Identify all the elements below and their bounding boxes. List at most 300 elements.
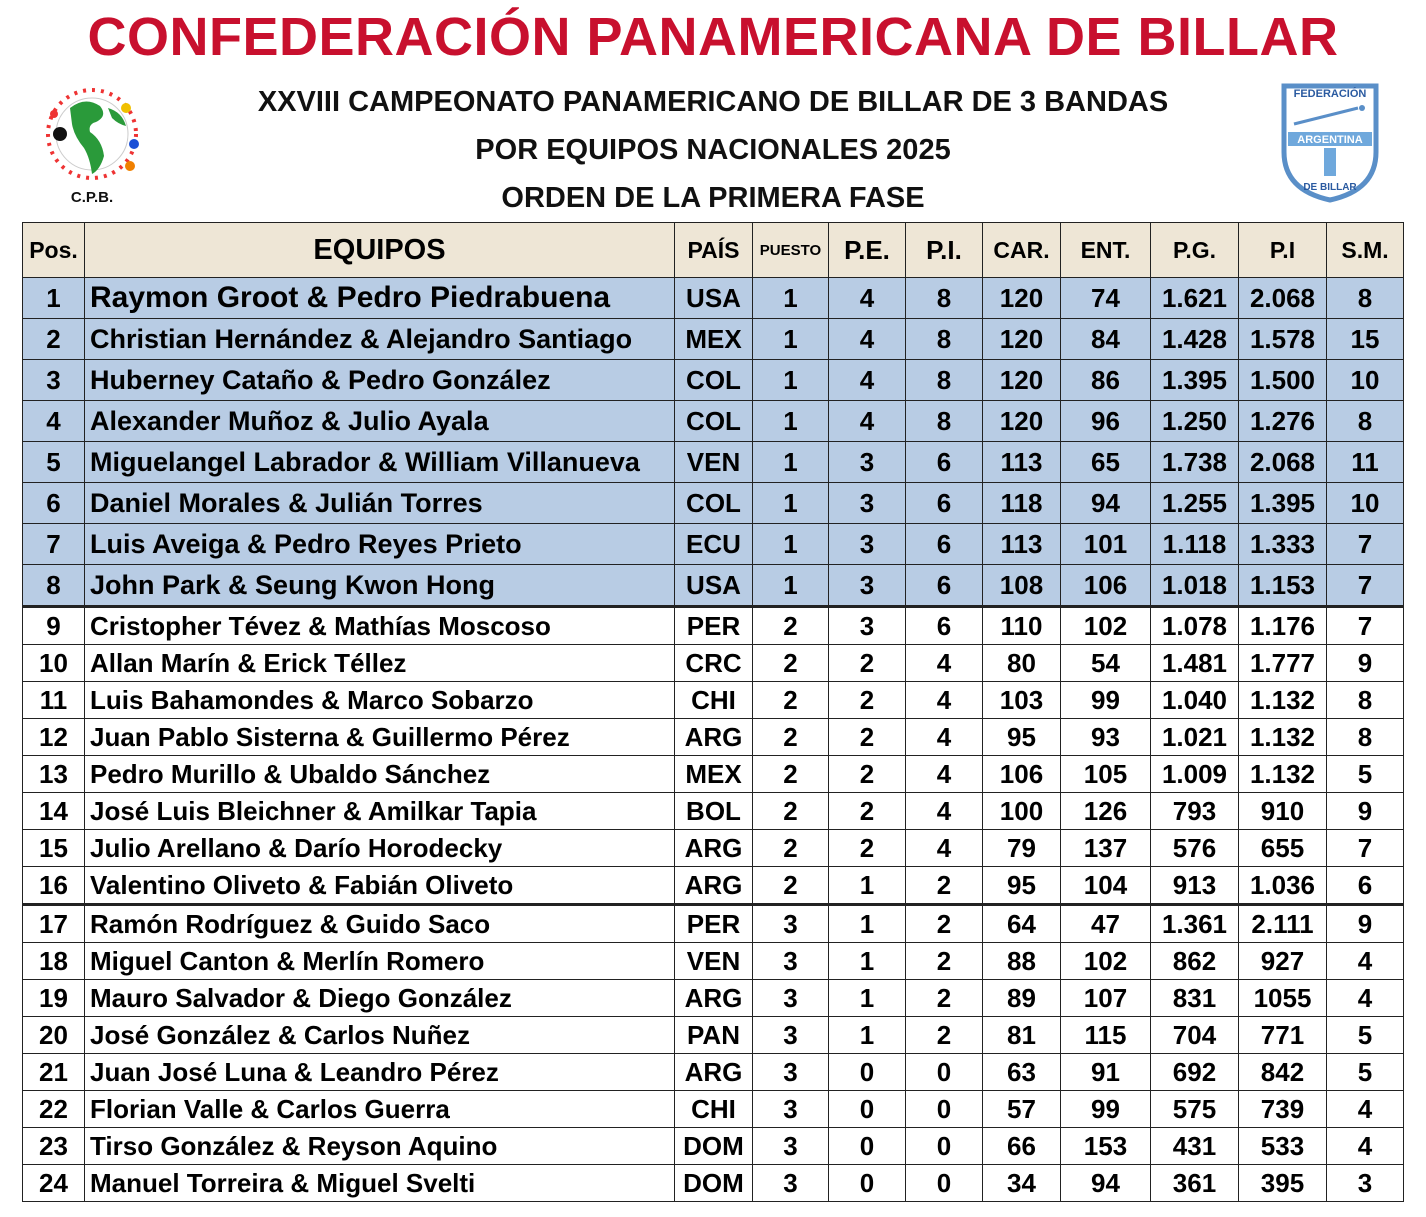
cell-pe: 2	[829, 830, 906, 867]
cell-car: 88	[983, 943, 1061, 980]
cell-country: COL	[675, 483, 753, 524]
cpb-label: C.P.B.	[70, 189, 114, 206]
cell-pi: 0	[906, 1091, 983, 1128]
cell-car: 79	[983, 830, 1061, 867]
table-row	[23, 719, 1404, 756]
cell-pos: 11	[23, 682, 85, 719]
cell-car: 95	[983, 719, 1061, 756]
col-puesto: PUESTO	[753, 223, 829, 278]
cell-sm: 8	[1327, 719, 1404, 756]
cell-pi-avg: 1.132	[1239, 719, 1327, 756]
cell-team: Juan Pablo Sisterna & Guillermo Pérez	[85, 719, 675, 756]
cell-team: Allan Marín & Erick Téllez	[85, 645, 675, 682]
cell-pi-avg: 739	[1239, 1091, 1327, 1128]
cell-pos: 24	[23, 1165, 85, 1202]
cell-car: 100	[983, 793, 1061, 830]
cell-pg: 1.021	[1151, 719, 1239, 756]
table-row	[23, 867, 1404, 905]
cell-puesto: 2	[753, 867, 829, 905]
cell-pi: 8	[906, 401, 983, 442]
cell-sm: 6	[1327, 867, 1404, 905]
cell-puesto: 2	[753, 719, 829, 756]
col-pi-avg: P.I	[1239, 223, 1327, 278]
cell-pi-avg: 1.132	[1239, 756, 1327, 793]
cell-pi: 8	[906, 360, 983, 401]
subtitle-2: POR EQUIPOS NACIONALES 2025	[475, 134, 951, 166]
cell-pi-avg: 1.132	[1239, 682, 1327, 719]
cell-pi: 2	[906, 905, 983, 943]
cell-pi: 4	[906, 756, 983, 793]
cell-team: Miguel Canton & Merlín Romero	[85, 943, 675, 980]
cell-ent: 74	[1061, 278, 1151, 319]
cell-car: 120	[983, 319, 1061, 360]
cell-pg: 831	[1151, 980, 1239, 1017]
cell-puesto: 3	[753, 1017, 829, 1054]
cell-ent: 153	[1061, 1128, 1151, 1165]
table-row	[23, 565, 1404, 607]
cell-pi: 8	[906, 278, 983, 319]
cell-pi: 2	[906, 943, 983, 980]
cell-sm: 7	[1327, 830, 1404, 867]
cell-ent: 54	[1061, 645, 1151, 682]
cell-puesto: 2	[753, 793, 829, 830]
cell-pg: 692	[1151, 1054, 1239, 1091]
cell-team: Alexander Muñoz & Julio Ayala	[85, 401, 675, 442]
cell-pe: 1	[829, 1017, 906, 1054]
cell-pe: 1	[829, 943, 906, 980]
cell-pi: 2	[906, 1017, 983, 1054]
table-row	[23, 319, 1404, 360]
cell-sm: 4	[1327, 1128, 1404, 1165]
cell-ent: 99	[1061, 1091, 1151, 1128]
cell-country: USA	[675, 565, 753, 607]
cell-pos: 8	[23, 565, 85, 607]
cell-pos: 17	[23, 905, 85, 943]
cell-team: Miguelangel Labrador & William Villanueva	[85, 442, 675, 483]
table-row	[23, 360, 1404, 401]
cell-pos: 23	[23, 1128, 85, 1165]
cell-pos: 6	[23, 483, 85, 524]
cell-pi: 0	[906, 1128, 983, 1165]
cell-sm: 10	[1327, 360, 1404, 401]
cell-country: ARG	[675, 1054, 753, 1091]
cell-pos: 22	[23, 1091, 85, 1128]
col-equipos: EQUIPOS	[85, 223, 675, 278]
table-row	[23, 793, 1404, 830]
cell-pe: 3	[829, 565, 906, 607]
col-pi: P.I.	[906, 223, 983, 278]
cell-team: Florian Valle & Carlos Guerra	[85, 1091, 675, 1128]
cell-ent: 107	[1061, 980, 1151, 1017]
table-row	[23, 905, 1404, 943]
cell-puesto: 3	[753, 1165, 829, 1202]
cell-pg: 913	[1151, 867, 1239, 905]
table-row	[23, 980, 1404, 1017]
cell-pe: 2	[829, 645, 906, 682]
cell-car: 80	[983, 645, 1061, 682]
cell-pi: 2	[906, 980, 983, 1017]
cell-pe: 0	[829, 1054, 906, 1091]
cell-car: 108	[983, 565, 1061, 607]
cell-country: ARG	[675, 830, 753, 867]
col-pe: P.E.	[829, 223, 906, 278]
cell-puesto: 3	[753, 1091, 829, 1128]
cell-pos: 1	[23, 278, 85, 319]
cell-pos: 15	[23, 830, 85, 867]
cell-sm: 7	[1327, 607, 1404, 645]
cell-ent: 94	[1061, 1165, 1151, 1202]
cell-team: Huberney Cataño & Pedro González	[85, 360, 675, 401]
cell-pg: 1.621	[1151, 278, 1239, 319]
cell-pos: 18	[23, 943, 85, 980]
cell-puesto: 1	[753, 319, 829, 360]
cell-pe: 2	[829, 682, 906, 719]
cell-team: Raymon Groot & Pedro Piedrabuena	[85, 278, 675, 319]
table-row	[23, 607, 1404, 645]
cell-pos: 9	[23, 607, 85, 645]
cell-team: Pedro Murillo & Ubaldo Sánchez	[85, 756, 675, 793]
cell-puesto: 3	[753, 905, 829, 943]
cell-pe: 4	[829, 278, 906, 319]
cell-pg: 1.018	[1151, 565, 1239, 607]
cell-pi-avg: 1.036	[1239, 867, 1327, 905]
fab-label-top: FEDERACIÓN	[1293, 88, 1367, 100]
cell-car: 120	[983, 401, 1061, 442]
cell-ent: 101	[1061, 524, 1151, 565]
cell-car: 113	[983, 442, 1061, 483]
cell-pg: 1.738	[1151, 442, 1239, 483]
cell-pi-avg: 1.276	[1239, 401, 1327, 442]
table-row	[23, 524, 1404, 565]
cell-sm: 8	[1327, 401, 1404, 442]
cell-pg: 862	[1151, 943, 1239, 980]
cell-pi-avg: 1.153	[1239, 565, 1327, 607]
table-row	[23, 483, 1404, 524]
cell-team: Daniel Morales & Julián Torres	[85, 483, 675, 524]
cell-pos: 12	[23, 719, 85, 756]
cell-sm: 4	[1327, 1091, 1404, 1128]
fab-label-bottom: DE BILLAR	[1303, 182, 1357, 193]
cell-car: 106	[983, 756, 1061, 793]
cell-team: Tirso González & Reyson Aquino	[85, 1128, 675, 1165]
cell-pos: 20	[23, 1017, 85, 1054]
table-header-row	[23, 223, 1404, 278]
cell-sm: 5	[1327, 1017, 1404, 1054]
cell-team: Cristopher Tévez & Mathías Moscoso	[85, 607, 675, 645]
cell-ent: 47	[1061, 905, 1151, 943]
cell-pi-avg: 533	[1239, 1128, 1327, 1165]
cell-ent: 102	[1061, 943, 1151, 980]
fab-logo	[1278, 80, 1382, 204]
table-row	[23, 442, 1404, 483]
cell-pg: 1.481	[1151, 645, 1239, 682]
cell-pe: 2	[829, 719, 906, 756]
cell-ent: 96	[1061, 401, 1151, 442]
cell-puesto: 2	[753, 645, 829, 682]
cell-pos: 13	[23, 756, 85, 793]
subtitle-3: ORDEN DE LA PRIMERA FASE	[501, 182, 925, 214]
cell-pi-avg: 1.176	[1239, 607, 1327, 645]
globe-icon	[48, 90, 139, 178]
cell-car: 64	[983, 905, 1061, 943]
cell-ent: 126	[1061, 793, 1151, 830]
col-pais: PAÍS	[675, 223, 753, 278]
cell-pg: 575	[1151, 1091, 1239, 1128]
cell-pi-avg: 2.111	[1239, 905, 1327, 943]
table-row	[23, 278, 1404, 319]
cell-pg: 361	[1151, 1165, 1239, 1202]
cell-sm: 15	[1327, 319, 1404, 360]
cell-car: 63	[983, 1054, 1061, 1091]
cell-pos: 5	[23, 442, 85, 483]
cell-sm: 9	[1327, 905, 1404, 943]
cell-puesto: 2	[753, 607, 829, 645]
cell-team: Luis Bahamondes & Marco Sobarzo	[85, 682, 675, 719]
cell-ent: 93	[1061, 719, 1151, 756]
table-row	[23, 1128, 1404, 1165]
cell-car: 120	[983, 278, 1061, 319]
cell-car: 34	[983, 1165, 1061, 1202]
cell-country: PER	[675, 905, 753, 943]
table-row	[23, 830, 1404, 867]
cell-ent: 84	[1061, 319, 1151, 360]
cell-pos: 7	[23, 524, 85, 565]
cell-sm: 9	[1327, 645, 1404, 682]
cell-pi: 6	[906, 565, 983, 607]
cell-puesto: 1	[753, 401, 829, 442]
cell-pos: 10	[23, 645, 85, 682]
cell-sm: 7	[1327, 524, 1404, 565]
cell-car: 103	[983, 682, 1061, 719]
cell-country: PER	[675, 607, 753, 645]
col-car: CAR.	[983, 223, 1061, 278]
cell-pos: 2	[23, 319, 85, 360]
cell-car: 120	[983, 360, 1061, 401]
cell-pi: 2	[906, 867, 983, 905]
cell-pi-avg: 1.500	[1239, 360, 1327, 401]
cell-sm: 5	[1327, 1054, 1404, 1091]
cell-pos: 4	[23, 401, 85, 442]
cell-pi: 6	[906, 607, 983, 645]
cell-ent: 99	[1061, 682, 1151, 719]
table-row	[23, 1091, 1404, 1128]
cell-pi: 6	[906, 483, 983, 524]
cell-team: Valentino Oliveto & Fabián Oliveto	[85, 867, 675, 905]
page-title: CONFEDERACIÓN PANAMERICANA DE BILLAR	[87, 7, 1339, 67]
cell-pg: 576	[1151, 830, 1239, 867]
cell-pg: 1.428	[1151, 319, 1239, 360]
table-row	[23, 1054, 1404, 1091]
cell-country: DOM	[675, 1128, 753, 1165]
fab-label-mid: ARGENTINA	[1297, 134, 1363, 146]
cell-pi-avg: 1.395	[1239, 483, 1327, 524]
cell-sm: 4	[1327, 943, 1404, 980]
cell-team: Christian Hernández & Alejandro Santiago	[85, 319, 675, 360]
cell-pi-avg: 1.777	[1239, 645, 1327, 682]
table-body	[23, 278, 1404, 1202]
cell-pe: 3	[829, 483, 906, 524]
cell-sm: 4	[1327, 980, 1404, 1017]
col-pg: P.G.	[1151, 223, 1239, 278]
cell-pg: 1.361	[1151, 905, 1239, 943]
cell-ent: 65	[1061, 442, 1151, 483]
cell-pe: 4	[829, 360, 906, 401]
cell-pg: 1.078	[1151, 607, 1239, 645]
cell-pi-avg: 2.068	[1239, 278, 1327, 319]
cell-sm: 8	[1327, 278, 1404, 319]
cell-pi: 6	[906, 442, 983, 483]
cell-pi: 4	[906, 830, 983, 867]
cell-pg: 704	[1151, 1017, 1239, 1054]
cell-sm: 3	[1327, 1165, 1404, 1202]
cell-country: COL	[675, 401, 753, 442]
cell-country: DOM	[675, 1165, 753, 1202]
cell-puesto: 3	[753, 943, 829, 980]
cell-ent: 94	[1061, 483, 1151, 524]
cell-sm: 9	[1327, 793, 1404, 830]
cell-pi-avg: 927	[1239, 943, 1327, 980]
cell-pe: 3	[829, 524, 906, 565]
cell-pi: 4	[906, 682, 983, 719]
table-row	[23, 1165, 1404, 1202]
cell-pi-avg: 1.578	[1239, 319, 1327, 360]
cell-pg: 1.040	[1151, 682, 1239, 719]
cell-pi: 4	[906, 793, 983, 830]
cell-sm: 7	[1327, 565, 1404, 607]
cell-pi-avg: 842	[1239, 1054, 1327, 1091]
cell-country: ARG	[675, 719, 753, 756]
cell-puesto: 1	[753, 524, 829, 565]
cell-pe: 0	[829, 1091, 906, 1128]
cell-pe: 1	[829, 867, 906, 905]
cell-pi-avg: 1055	[1239, 980, 1327, 1017]
cell-ent: 106	[1061, 565, 1151, 607]
cell-ent: 115	[1061, 1017, 1151, 1054]
cell-pi: 8	[906, 319, 983, 360]
cell-car: 95	[983, 867, 1061, 905]
cell-pi: 0	[906, 1165, 983, 1202]
cell-car: 118	[983, 483, 1061, 524]
table-row	[23, 756, 1404, 793]
cell-sm: 5	[1327, 756, 1404, 793]
cell-pi: 0	[906, 1054, 983, 1091]
cell-pe: 1	[829, 905, 906, 943]
cell-car: 89	[983, 980, 1061, 1017]
cell-country: CHI	[675, 1091, 753, 1128]
col-ent: ENT.	[1061, 223, 1151, 278]
cell-team: José Luis Bleichner & Amilkar Tapia	[85, 793, 675, 830]
cell-pg: 1.395	[1151, 360, 1239, 401]
cell-ent: 137	[1061, 830, 1151, 867]
cell-pi-avg: 395	[1239, 1165, 1327, 1202]
cell-puesto: 1	[753, 565, 829, 607]
cell-team: Manuel Torreira & Miguel Svelti	[85, 1165, 675, 1202]
cell-pg: 431	[1151, 1128, 1239, 1165]
cell-puesto: 2	[753, 756, 829, 793]
subtitle-1: XXVIII CAMPEONATO PANAMERICANO DE BILLAR DE 3 BANDAS	[257, 86, 1169, 118]
cell-ent: 91	[1061, 1054, 1151, 1091]
table-row	[23, 943, 1404, 980]
cell-pos: 16	[23, 867, 85, 905]
cell-car: 81	[983, 1017, 1061, 1054]
cell-country: CRC	[675, 645, 753, 682]
table-row	[23, 682, 1404, 719]
cell-pe: 4	[829, 319, 906, 360]
cpb-logo	[30, 78, 160, 208]
cell-country: ECU	[675, 524, 753, 565]
cell-country: MEX	[675, 319, 753, 360]
cell-team: John Park & Seung Kwon Hong	[85, 565, 675, 607]
cell-puesto: 3	[753, 1128, 829, 1165]
cell-pe: 0	[829, 1165, 906, 1202]
standings-table	[22, 222, 1404, 1202]
cell-car: 113	[983, 524, 1061, 565]
col-pos: Pos.	[23, 223, 85, 278]
cell-sm: 11	[1327, 442, 1404, 483]
cell-country: PAN	[675, 1017, 753, 1054]
cell-country: BOL	[675, 793, 753, 830]
cell-team: Luis Aveiga & Pedro Reyes Prieto	[85, 524, 675, 565]
cell-pos: 21	[23, 1054, 85, 1091]
cell-ent: 105	[1061, 756, 1151, 793]
cell-country: VEN	[675, 943, 753, 980]
cell-pg: 1.009	[1151, 756, 1239, 793]
cell-sm: 8	[1327, 682, 1404, 719]
cell-pe: 1	[829, 980, 906, 1017]
cell-country: MEX	[675, 756, 753, 793]
cell-car: 66	[983, 1128, 1061, 1165]
cell-pi-avg: 910	[1239, 793, 1327, 830]
cell-team: Julio Arellano & Darío Horodecky	[85, 830, 675, 867]
cell-pi-avg: 2.068	[1239, 442, 1327, 483]
table-row	[23, 645, 1404, 682]
cell-pg: 793	[1151, 793, 1239, 830]
cell-team: José González & Carlos Nuñez	[85, 1017, 675, 1054]
cell-team: Ramón Rodríguez & Guido Saco	[85, 905, 675, 943]
cell-puesto: 1	[753, 442, 829, 483]
cell-pos: 19	[23, 980, 85, 1017]
cell-puesto: 1	[753, 483, 829, 524]
cell-country: COL	[675, 360, 753, 401]
cell-puesto: 1	[753, 360, 829, 401]
cell-pe: 2	[829, 756, 906, 793]
cell-pi: 4	[906, 719, 983, 756]
cell-puesto: 3	[753, 980, 829, 1017]
table-row	[23, 401, 1404, 442]
cell-pg: 1.118	[1151, 524, 1239, 565]
cell-ent: 86	[1061, 360, 1151, 401]
cell-country: ARG	[675, 980, 753, 1017]
cell-pos: 3	[23, 360, 85, 401]
cell-pe: 2	[829, 793, 906, 830]
cell-ent: 104	[1061, 867, 1151, 905]
cell-puesto: 2	[753, 830, 829, 867]
cell-pi-avg: 771	[1239, 1017, 1327, 1054]
cell-pi-avg: 1.333	[1239, 524, 1327, 565]
cell-country: VEN	[675, 442, 753, 483]
cell-puesto: 3	[753, 1054, 829, 1091]
cell-pi-avg: 655	[1239, 830, 1327, 867]
cell-country: CHI	[675, 682, 753, 719]
cell-pi: 6	[906, 524, 983, 565]
cell-pi: 4	[906, 645, 983, 682]
table-row	[23, 1017, 1404, 1054]
cell-pg: 1.250	[1151, 401, 1239, 442]
cell-puesto: 1	[753, 278, 829, 319]
col-sm: S.M.	[1327, 223, 1404, 278]
cell-sm: 10	[1327, 483, 1404, 524]
cell-team: Juan José Luna & Leandro Pérez	[85, 1054, 675, 1091]
